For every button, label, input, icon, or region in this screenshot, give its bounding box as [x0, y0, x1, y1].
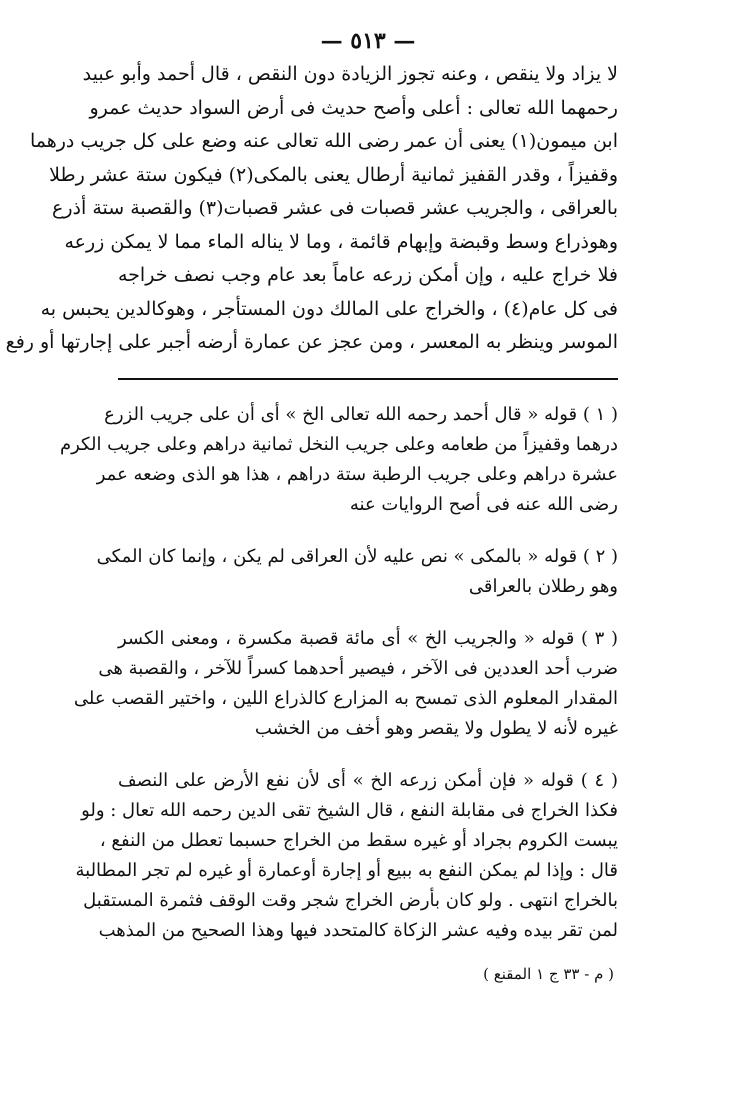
footnote-line: رضى الله عنه فى أصح الروايات عنه: [349, 493, 618, 515]
footnote-2: [96, 542, 618, 602]
footnote-line: لمن تقر بيده وفيه عشر الزكاة كالمتحدد فيها وهذا الصحيح من المذهب: [98, 919, 618, 941]
main-line: الموسر وينظر به المعسر ، ومن عجز عن عمارة أرضه أجبر على إجارتها أو رفع: [5, 331, 618, 353]
footnote-line: فكذا الخراج فى مقابلة النفع ، قال الشيخ تقى الدين رحمه الله تعال : ولو: [81, 799, 618, 821]
main-line: فى كل عام(٤) ، والخراج على المالك دون المستأجر ، وهوكالدين يحبس به: [40, 297, 618, 320]
footnote-1: [59, 400, 618, 520]
footnote-line: ضرب أحد العددين فى الآخر ، فيصير أحدهما كسراً للآخر ، والقصبة هى: [98, 657, 618, 679]
main-line: وهوذراع وسط وقبضة وإبهام قائمة ، وما لا يناله الماء مما لا يمكن زرعه: [64, 230, 618, 253]
main-text: [5, 58, 618, 360]
main-line: ابن ميمون(١) يعنى أن عمر رضى الله تعالى عنه وضع على كل جريب درهما: [29, 130, 618, 152]
main-line: رحمهما الله تعالى : أعلى وأصح حديث فى أرض السواد حديث عمرو: [89, 96, 618, 119]
footnote-line: عشرة دراهم وعلى جريب الرطبة ستة دراهم ، هذا هو الذى وضعه عمر: [96, 463, 618, 485]
footnote-line: وهو رطلان بالعراقى: [468, 575, 618, 597]
footnote-3: [73, 624, 618, 744]
footnote-line: ( ٣ ) قوله « والجريب الخ » أى مائة قصبة مكسرة ، ومعنى الكسر: [118, 627, 618, 649]
main-line: فلا خراج عليه ، وإن أمكن زرعه عاماً بعد عام وجب نصف خراجه: [118, 264, 618, 286]
footnote-line: بالخراج انتهى . ولو كان بأرض الخراج شجر وقت الوقف فثمرة المستقبل: [83, 889, 618, 911]
footnote-line: يبست الكروم بجراد أو غيره سقط من الخراج حسبما تعطل من النفع ،: [99, 829, 618, 851]
main-line: وقفيزاً ، وقدر القفيز ثمانية أرطال يعنى بالمكى(٢) فيكون ستة عشر رطلا: [49, 163, 618, 186]
signature-mark: ( م - ٣٣ ج ١ المقنع ): [483, 964, 614, 983]
footnote-4: [75, 766, 619, 946]
footnote-line: قال : وإذا لم يمكن النفع به ببيع أو إجارة أوعمارة أو غيره لم تجر المطالبة: [75, 859, 618, 881]
main-line: بالعراقى ، والجريب عشر قصبات فى عشر قصبات(٣) والقصبة ستة أذرع: [52, 197, 618, 219]
footnote-line: ( ٢ ) قوله « بالمكى » نص عليه لأن العراقى لم يكن ، وإنما كان المكى: [96, 545, 618, 567]
document-page: [5, 26, 619, 986]
footnote-divider: [118, 378, 618, 380]
page-number: — ٥١٣ —: [320, 28, 416, 54]
footnote-line: ( ١ ) قوله « قال أحمد رحمه الله تعالى الخ » أى أن على جريب الزرع: [104, 403, 618, 425]
footnote-line: غيره لأنه لا يطول ولا يقصر وهو أخف من الخشب: [254, 717, 618, 739]
main-line: لا يزاد ولا ينقص ، وعنه تجوز الزيادة دون النقص ، قال أحمد وأبو عبيد: [82, 63, 618, 85]
footnote-line: ( ٤ ) قوله « فإن أمكن زرعه الخ » أى لأن نفع الأرض على النصف: [118, 769, 619, 791]
footnote-line: المقدار المعلوم الذى تمسح به المزارع كالذراع اللين ، واختير القصب على: [73, 687, 618, 709]
footnote-line: درهما وقفيزاً من طعامه وعلى جريب النخل ثمانية دراهم وعلى جريب الكرم: [59, 433, 618, 455]
